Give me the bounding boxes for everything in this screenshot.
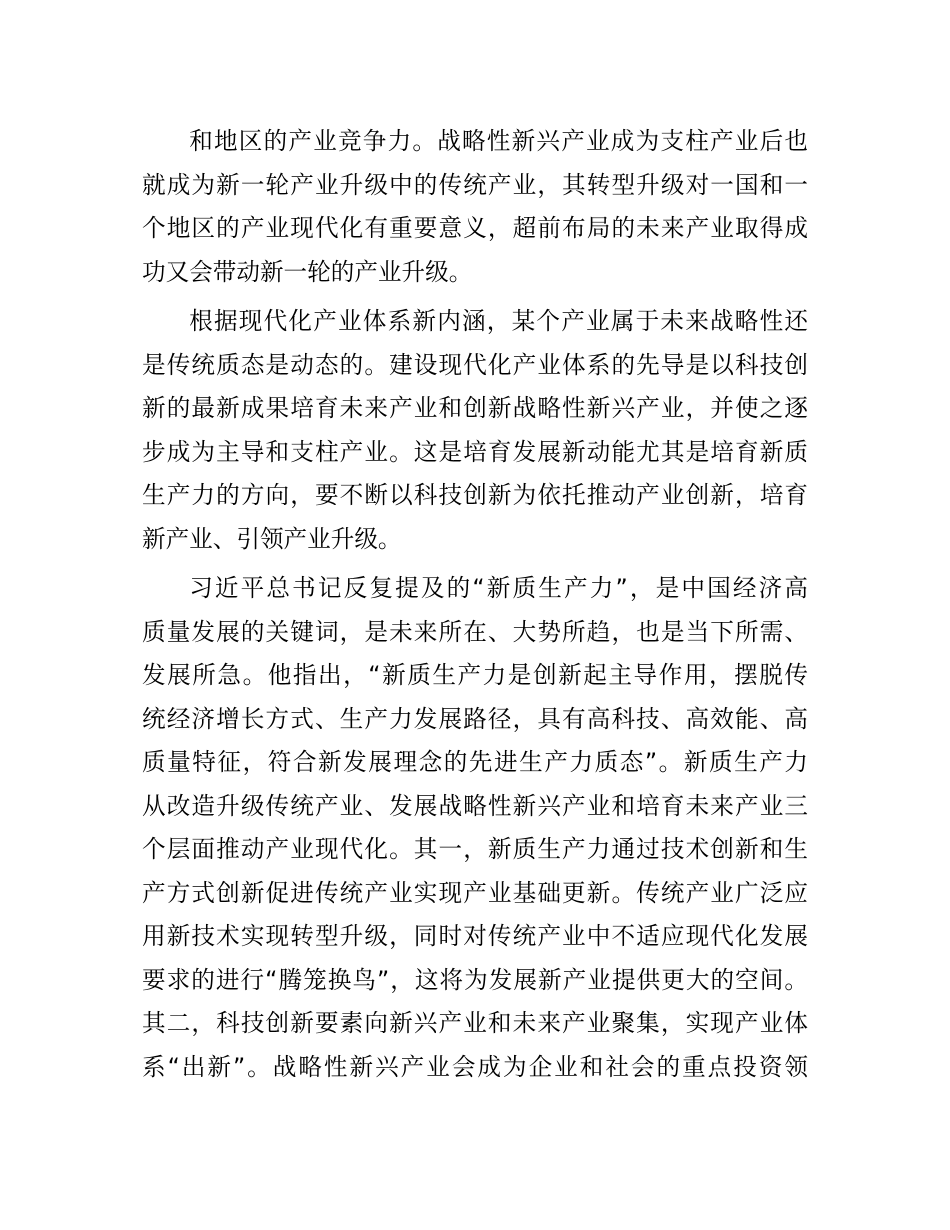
text-line: 个层面推动产业现代化。其一，新质生产力通过技术创新和生 xyxy=(142,835,808,863)
text-line: 用新技术实现转型升级，同时对传统产业中不适应现代化发展 xyxy=(142,922,808,950)
document-content xyxy=(142,120,808,1095)
text-line: 其二，科技创新要素向新兴产业和未来产业聚集，实现产业体 xyxy=(142,1009,808,1037)
text-line: 个地区的产业现代化有重要意义，超前布局的未来产业取得成 xyxy=(142,214,808,242)
text-line: 从改造升级传统产业、发展战略性新兴产业和培育未来产业三 xyxy=(142,791,808,820)
text-line: 发展所急。他指出，“新质生产力是创新起主导作用，摆脱传 xyxy=(142,661,808,689)
text-line: 和地区的产业竞争力。战略性新兴产业成为支柱产业后也 xyxy=(189,127,808,155)
paragraph xyxy=(142,120,808,294)
text-line: 就成为新一轮产业升级中的传统产业，其转型升级对一国和一 xyxy=(142,170,808,199)
text-line: 新产业、引领产业升级。 xyxy=(142,524,402,553)
text-line: 功又会带动新一轮的产业升级。 xyxy=(142,257,473,286)
text-line: 质量发展的关键词，是未来所在、大势所趋，也是当下所需、 xyxy=(142,617,808,646)
text-line: 步成为主导和支柱产业。这是培育发展新动能尤其是培育新质 xyxy=(142,437,808,466)
text-line: 生产力的方向，要不断以科技创新为依托推动产业创新，培育 xyxy=(142,481,808,509)
text-line: 统经济增长方式、生产力发展路径，具有高科技、高效能、高 xyxy=(142,704,808,733)
text-line: 新的最新成果培育未来产业和创新战略性新兴产业，并使之逐 xyxy=(142,394,808,422)
text-line: 要求的进行“腾笼换鸟”，这将为发展新产业提供更大的空间。 xyxy=(142,965,808,994)
text-line: 是传统质态是动态的。建设现代化产业体系的先导是以科技创 xyxy=(142,350,808,379)
paragraph xyxy=(142,300,808,561)
text-line: 质量特征，符合新发展理念的先进生产力质态”。新质生产力 xyxy=(142,748,808,776)
text-line: 习近平总书记反复提及的“新质生产力”，是中国经济高 xyxy=(189,574,808,602)
text-line: 产方式创新促进传统产业实现产业基础更新。传统产业广泛应 xyxy=(142,878,808,907)
text-line: 系“出新”。战略性新兴产业会成为企业和社会的重点投资领 xyxy=(142,1052,808,1081)
text-line: 根据现代化产业体系新内涵，某个产业属于未来战略性还 xyxy=(189,307,808,335)
paragraph xyxy=(142,567,808,1089)
